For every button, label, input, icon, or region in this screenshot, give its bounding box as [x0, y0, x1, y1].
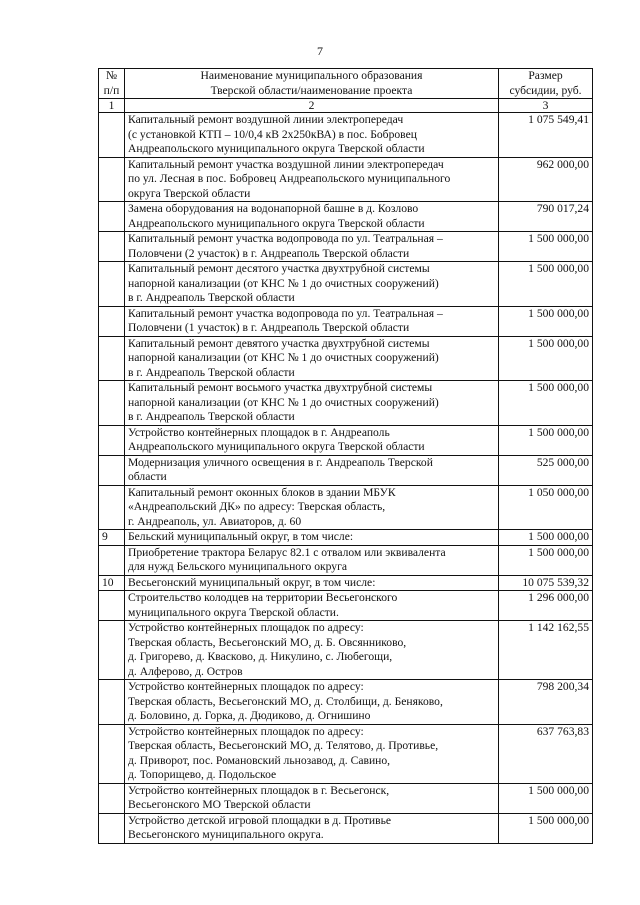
project-name-line: Бельский муниципальный округ, в том числе:: [128, 530, 354, 543]
table-row: [99, 680, 593, 725]
project-name-line: Капитальный ремонт девятого участка двухтрубной системы: [128, 336, 430, 350]
project-name-line: Строительство колодцев на территории Весьегонского: [128, 591, 398, 604]
table-row: [99, 425, 593, 455]
project-name-line: для нужд Бельского муниципального округа: [128, 560, 348, 573]
subsidy-amount: 1 500 000,00: [499, 545, 593, 575]
project-name-line: Устройство контейнерных площадок по адресу:: [128, 621, 364, 634]
subsidy-amount: 1 500 000,00: [499, 306, 593, 336]
page-number: 7: [317, 44, 323, 58]
table-row: [99, 262, 593, 307]
table-row: [99, 485, 593, 530]
project-name: [125, 591, 499, 621]
table-row: [99, 306, 593, 336]
project-name-line: Капитальный ремонт оконных блоков в здании МБУК: [128, 485, 396, 499]
project-name-line: Капитальный ремонт воздушной линии электропередач: [128, 113, 404, 126]
project-name-line: (с установкой КТП – 10/0,4 кВ 2х250кВА) в пос. Бобровец: [128, 127, 417, 141]
project-name-line: Замена оборудования на водонапорной башне в д. Козлово: [128, 202, 419, 215]
project-name: [125, 575, 499, 591]
row-number: [99, 455, 125, 485]
project-name-line: Капитальный ремонт десятого участка двухтрубной системы: [128, 262, 430, 275]
subsidy-amount: 1 296 000,00: [499, 591, 593, 621]
subsidy-amount: 1 500 000,00: [499, 813, 593, 843]
table-row: [99, 545, 593, 575]
table-row: [99, 232, 593, 262]
project-name-line: г. Андреаполь, ул. Авиаторов, д. 60: [128, 514, 302, 528]
project-name-line: муниципального округа Тверской области.: [128, 605, 339, 619]
project-name: [125, 724, 499, 783]
table-row: [99, 157, 593, 202]
column-index: 3: [499, 99, 593, 113]
project-name: [125, 306, 499, 336]
project-name: [125, 157, 499, 202]
project-name-line: в г. Андреаполь Тверской области: [128, 365, 295, 379]
subsidy-amount: 637 763,83: [499, 724, 593, 783]
row-number: [99, 485, 125, 530]
project-name-line: Тверская область, Весьегонский МО, д. Б. Овсянниково,: [128, 635, 407, 649]
row-number: [99, 262, 125, 307]
project-name-line: Приобретение трактора Беларус 82.1 с отвалом или эквивалента: [128, 545, 446, 559]
project-name-line: Половчени (2 участок) в г. Андреаполь Тверской области: [128, 246, 410, 260]
project-name-line: Тверская область, Весьегонский МО, д. Столбищи, д. Беняково,: [128, 694, 443, 708]
project-name: [125, 336, 499, 381]
project-name-line: по ул. Лесная в пос. Бобровец Андреапольского муниципального: [128, 172, 451, 185]
project-name-line: Половчени (1 участок) в г. Андреаполь Тверской области: [128, 321, 410, 334]
row-number: [99, 783, 125, 813]
subsidy-amount: 1 500 000,00: [499, 381, 593, 426]
project-name-line: Устройство детской игровой площадки в д. Противье: [128, 813, 392, 827]
table-header-row: [99, 69, 593, 99]
project-name-line: Андреапольского муниципального округа Тверской области: [128, 142, 425, 155]
project-name-line: напорной канализации (от КНС № 1 до очистных сооружений): [128, 351, 439, 364]
project-name-line: округа Тверской области: [128, 186, 251, 200]
column-index: 2: [125, 99, 499, 113]
project-name-line: Капитальный ремонт участка водопровода по ул. Театральная –: [128, 306, 443, 320]
table-row: [99, 575, 593, 591]
row-number: [99, 202, 125, 232]
project-name-line: Тверская область, Весьегонский МО, д. Телятово, д. Противье,: [128, 739, 439, 752]
row-number: [99, 336, 125, 381]
project-name: [125, 813, 499, 843]
project-name: [125, 783, 499, 813]
row-number: [99, 306, 125, 336]
table-row: [99, 591, 593, 621]
header-name: Наименование муниципального образования Тверской области/наименование проекта: [125, 69, 499, 99]
project-name-line: в г. Андреаполь Тверской области: [128, 291, 295, 304]
project-name: [125, 381, 499, 426]
project-name-line: напорной канализации (от КНС № 1 до очистных сооружений): [128, 276, 439, 290]
subsidy-amount: 1 500 000,00: [499, 232, 593, 262]
project-name-line: Модернизация уличного освещения в г. Андреаполь Тверской: [128, 455, 433, 469]
project-name: [125, 545, 499, 575]
project-name-line: Капитальный ремонт участка водопровода по ул. Театральная –: [128, 232, 443, 245]
project-name-line: Весьегонский муниципальный округ, в том числе:: [128, 575, 376, 589]
project-name-line: Устройство контейнерных площадок по адресу:: [128, 724, 364, 738]
project-name-line: Капитальный ремонт восьмого участка двухтрубной системы: [128, 381, 433, 394]
subsidy-amount: 1 500 000,00: [499, 530, 593, 546]
row-number: [99, 621, 125, 680]
table-row: [99, 783, 593, 813]
project-name: [125, 530, 499, 546]
subsidy-amount: 1 500 000,00: [499, 262, 593, 307]
project-name-line: д. Топорищево, д. Подольское: [128, 768, 277, 781]
project-name-line: Весьегонского МО Тверской области: [128, 798, 311, 811]
row-number: 10: [99, 575, 125, 591]
project-name: [125, 262, 499, 307]
row-number: [99, 545, 125, 575]
subsidy-amount: 1 500 000,00: [499, 425, 593, 455]
row-number: [99, 813, 125, 843]
project-name: [125, 202, 499, 232]
row-number: [99, 680, 125, 725]
project-name-line: «Андреапольский ДК» по адресу: Тверская область,: [128, 500, 386, 513]
row-number: [99, 157, 125, 202]
subsidy-amount: 10 075 539,32: [499, 575, 593, 591]
project-name-line: Андреапольского муниципального округа Тверской области: [128, 216, 425, 230]
subsidy-amount: 798 200,34: [499, 680, 593, 725]
subsidy-amount: 962 000,00: [499, 157, 593, 202]
project-name-line: напорной канализации (от КНС № 1 до очистных сооружений): [128, 395, 439, 409]
subsidy-table: [98, 68, 593, 844]
table-row: [99, 113, 593, 158]
project-name: [125, 680, 499, 725]
project-name-line: Весьегонского муниципального округа.: [128, 828, 324, 841]
subsidy-amount: 790 017,24: [499, 202, 593, 232]
table-row: [99, 202, 593, 232]
row-number: [99, 724, 125, 783]
header-num: № п/п: [99, 69, 125, 99]
project-name-line: д. Приворот, пос. Романовский льнозавод, д. Савино,: [128, 753, 391, 767]
project-name-line: Устройство контейнерных площадок в г. Весьегонск,: [128, 783, 390, 797]
row-number: [99, 381, 125, 426]
table-row: [99, 381, 593, 426]
row-number: [99, 113, 125, 158]
table-row: [99, 336, 593, 381]
subsidy-amount: 525 000,00: [499, 455, 593, 485]
project-name-line: д. Григорево, д. Квасково, д. Никулино, с. Любегощи,: [128, 650, 393, 663]
project-name: [125, 455, 499, 485]
project-name-line: д. Алферово, д. Остров: [128, 664, 243, 678]
column-index-row: [99, 99, 593, 113]
subsidy-amount: 1 500 000,00: [499, 783, 593, 813]
project-name: [125, 113, 499, 158]
project-name-line: в г. Андреаполь Тверской области: [128, 410, 295, 423]
project-name-line: области: [128, 470, 167, 483]
row-number: [99, 591, 125, 621]
subsidy-amount: 1 075 549,41: [499, 113, 593, 158]
project-name-line: Устройство контейнерных площадок по адресу:: [128, 680, 364, 693]
table-row: [99, 530, 593, 546]
project-name: [125, 485, 499, 530]
project-name-line: Андреапольского муниципального округа Тверской области: [128, 440, 425, 453]
table-row: [99, 813, 593, 843]
table-row: [99, 724, 593, 783]
project-name: [125, 621, 499, 680]
row-number: 9: [99, 530, 125, 546]
table-row: [99, 455, 593, 485]
subsidy-amount: 1 500 000,00: [499, 336, 593, 381]
subsidy-amount: 1 050 000,00: [499, 485, 593, 530]
project-name: [125, 232, 499, 262]
project-name-line: Устройство контейнерных площадок в г. Андреаполь: [128, 425, 390, 439]
table-row: [99, 621, 593, 680]
header-amount: Размер субсидии, руб.: [499, 69, 593, 99]
project-name: [125, 425, 499, 455]
project-name-line: Капитальный ремонт участка воздушной линии электропередач: [128, 157, 444, 171]
column-index: 1: [99, 99, 125, 113]
project-name-line: д. Боловино, д. Горка, д. Дюдиково, д. Огнишино: [128, 709, 371, 722]
row-number: [99, 232, 125, 262]
row-number: [99, 425, 125, 455]
subsidy-amount: 1 142 162,55: [499, 621, 593, 680]
